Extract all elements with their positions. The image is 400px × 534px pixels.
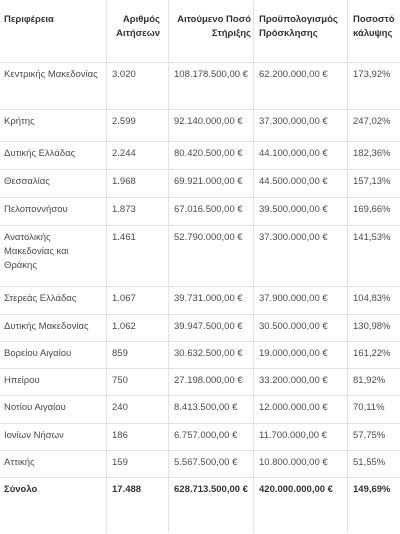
cell-coverage: 169,66% xyxy=(353,204,391,215)
cell-applications: 2.244 xyxy=(112,148,136,159)
cell-region: Δυτικής Ελλάδας xyxy=(4,148,76,159)
cell-coverage: 141,53% xyxy=(353,232,391,243)
cell-region: Στερεάς Ελλάδας xyxy=(4,293,77,304)
cell-applications: 240 xyxy=(112,402,128,413)
cell-region: Κρήτης xyxy=(4,116,35,127)
header-region: Περιφέρεια xyxy=(4,14,54,25)
cell-requested-amount: 69.921.000,00 € xyxy=(174,176,243,187)
cell-requested-amount: 39.947.500,00 € xyxy=(174,321,243,332)
cell-requested-amount: 5.567.500,00 € xyxy=(174,457,238,468)
cell-requested-amount: 27.198.000,00 € xyxy=(174,375,243,386)
cell-applications: 1.461 xyxy=(112,232,136,243)
cell-coverage: 182,36% xyxy=(353,148,391,159)
cell-region: Ανατολικής Μακεδονίας και Θράκης xyxy=(4,232,69,271)
cell-call-budget: 37.900.000,00 € xyxy=(259,293,328,304)
cell-region: Δυτικής Μακεδονίας xyxy=(4,321,89,332)
table-row xyxy=(0,450,400,478)
cell-coverage: 70,11% xyxy=(353,402,385,413)
cell-applications: 859 xyxy=(112,348,128,359)
cell-call-budget: 44.100.000,00 € xyxy=(259,148,328,159)
header-coverage: Ποσοστό κάλυψης xyxy=(353,14,395,39)
cell-applications: 186 xyxy=(112,430,128,441)
cell-region: Ιονίων Νήσων xyxy=(4,430,64,441)
table-row xyxy=(0,341,400,369)
cell-region: Αττικής xyxy=(4,457,35,468)
cell-call-budget: 10.800.000,00 € xyxy=(259,457,328,468)
cell-applications: 1.062 xyxy=(112,321,136,332)
cell-applications: 159 xyxy=(112,457,128,468)
cell-region: Βορείου Αιγαίου xyxy=(4,348,72,359)
cell-applications: 1.873 xyxy=(112,204,136,215)
total-requested-amount: 628.713.500,00 € xyxy=(174,484,248,495)
cell-coverage: 157,13% xyxy=(353,176,391,187)
header-applications: Αριθμός Αιτήσεων xyxy=(116,14,160,39)
cell-requested-amount: 30.632.500,00 € xyxy=(174,348,243,359)
cell-region: Ηπείρου xyxy=(4,375,40,386)
table-row xyxy=(0,169,400,198)
cell-call-budget: 19.000.000,00 € xyxy=(259,348,328,359)
cell-call-budget: 37.300.000,00 € xyxy=(259,116,328,127)
table-row xyxy=(0,141,400,170)
total-region: Σύνολο xyxy=(4,484,38,495)
table-row xyxy=(0,109,400,142)
cell-call-budget: 62.200.000,00 € xyxy=(259,69,328,80)
header-call-budget: Προϋπολογισμός Πρόσκλησης xyxy=(259,14,338,39)
cell-applications: 3.020 xyxy=(112,69,136,80)
total-call-budget: 420.000.000,00 € xyxy=(259,484,333,495)
cell-region: Νοτίου Αιγαίου xyxy=(4,402,66,413)
cell-region: Θεσσαλίας xyxy=(4,176,50,187)
cell-coverage: 161,22% xyxy=(353,348,391,359)
table-row xyxy=(0,62,400,110)
cell-call-budget: 11.700.000,00 € xyxy=(259,430,327,441)
total-coverage: 149,69% xyxy=(353,484,391,495)
cell-requested-amount: 8.413.500,00 € xyxy=(174,402,238,413)
cell-coverage: 104,83% xyxy=(353,293,391,304)
cell-coverage: 81,92% xyxy=(353,375,386,386)
table-total-row xyxy=(0,477,400,534)
cell-requested-amount: 92.140.000,00 € xyxy=(174,116,243,127)
cell-applications: 2.599 xyxy=(112,116,136,127)
cell-coverage: 173,92% xyxy=(353,69,391,80)
cell-requested-amount: 80.420.500,00 € xyxy=(174,148,243,159)
cell-coverage: 51,55% xyxy=(353,457,386,468)
cell-region: Πελοποννήσου xyxy=(4,204,68,215)
table-row xyxy=(0,225,400,287)
table-row xyxy=(0,423,400,451)
table-row xyxy=(0,395,400,424)
table-row xyxy=(0,197,400,226)
cell-requested-amount: 6.757.000,00 € xyxy=(174,430,238,441)
cell-call-budget: 12.000.000,00 € xyxy=(259,402,328,413)
cell-applications: 1.968 xyxy=(112,176,136,187)
cell-requested-amount: 52.790.000,00 € xyxy=(174,232,243,243)
cell-requested-amount: 39.731.000,00 € xyxy=(174,293,243,304)
cell-call-budget: 30.500.000,00 € xyxy=(259,321,328,332)
cell-call-budget: 44.500.000,00 € xyxy=(259,176,328,187)
cell-applications: 1.067 xyxy=(112,293,136,304)
cell-call-budget: 33.200.000,00 € xyxy=(259,375,328,386)
cell-coverage: 247,02% xyxy=(353,116,391,127)
table-row xyxy=(0,286,400,315)
table-header xyxy=(0,0,400,62)
cell-call-budget: 39.500.000,00 € xyxy=(259,204,328,215)
cell-call-budget: 37.300.000,00 € xyxy=(259,232,328,243)
cell-coverage: 57,75% xyxy=(353,430,386,441)
cell-region: Κεντρικής Μακεδονίας xyxy=(4,69,98,80)
total-applications: 17.488 xyxy=(112,484,142,495)
cell-coverage: 130,98% xyxy=(353,321,391,332)
table-row xyxy=(0,368,400,396)
cell-requested-amount: 67.016.500,00 € xyxy=(174,204,243,215)
header-requested-amount: Αιτούμενο Ποσό Στήριξης xyxy=(177,14,251,39)
table-row xyxy=(0,314,400,342)
cell-applications: 750 xyxy=(112,375,128,386)
cell-requested-amount: 108.178.500,00 € xyxy=(174,69,248,80)
